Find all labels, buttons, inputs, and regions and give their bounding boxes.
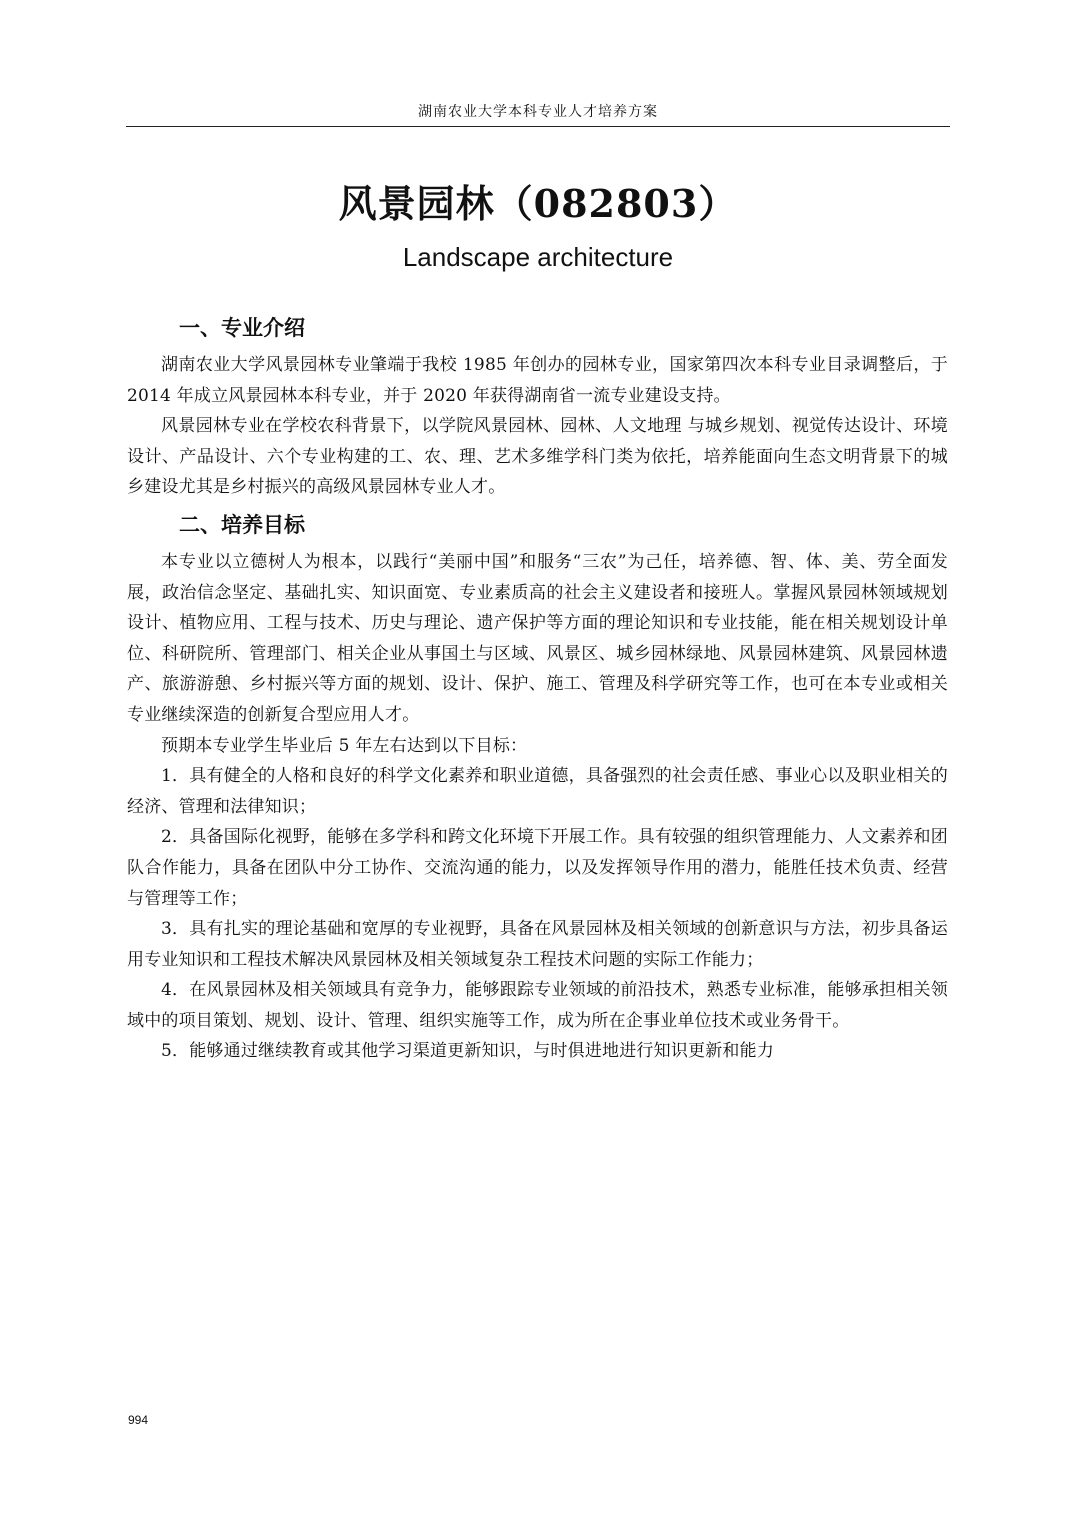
objective-item: 2．具备国际化视野，能够在多学科和跨文化环境下开展工作。具有较强的组织管理能力、人文素养和团队合作能力，具备在团队中分工协作、交流沟通的能力，以及发挥领导作用的潜力，能胜任技术负责、经营与管理等工作； (127, 827, 948, 909)
objective-item: 5．能够通过继续教育或其他学习渠道更新知识，与时俱进地进行知识更新和能力 (161, 1041, 775, 1062)
objective-item: 4．在风景园林及相关领域具有竞争力，能够跟踪专业领域的前沿技术，熟悉专业标准，能够承担相关领域中的项目策划、规划、设计、管理、组织实施等工作，成为所在企事业单位技术或业务骨干。 (127, 980, 948, 1031)
document-body (127, 306, 948, 1067)
section-heading-introduction: 一、专业介绍 (179, 316, 305, 340)
header-divider (126, 126, 950, 127)
objective-item: 3．具有扎实的理论基础和宽厚的专业视野，具备在风景园林及相关领域的创新意识与方法，初步具备运用专业知识和工程技术解决风景园林及相关领域复杂工程技术问题的实际工作能力； (127, 919, 948, 970)
objective-item: 1．具有健全的人格和良好的科学文化素养和职业道德，具备强烈的社会责任感、事业心以及职业相关的经济、管理和法律知识； (127, 766, 948, 817)
paragraph: 本专业以立德树人为根本，以践行“美丽中国”和服务“三农”为己任，培养德、智、体、美、劳全面发展，政治信念坚定、基础扎实、知识面宽、专业素质高的社会主义建设者和接班人。掌握风景园林领域规划设计、植物应用、工程与技术、历史与理论、遗产保护等方面的理论知识和专业技能，能在相关规划设计单位、科研院所、管理部门、相关企业从事国土与区域、风景区、城乡园林绿地、风景园林建筑、风景园林遗产、旅游游憩、乡村振兴等方面的规划、设计、保护、施工、管理及科学研究等工作，也可在本专业或相关专业继续深造的创新复合型应用人才。 (127, 551, 948, 725)
running-header: 湖南农业大学本科专业人才培养方案 (418, 104, 658, 120)
paragraph: 预期本专业学生毕业后 5 年左右达到以下目标： (161, 735, 528, 756)
section-heading-objectives: 二、培养目标 (179, 512, 305, 537)
page-number: 994 (128, 1413, 149, 1427)
paragraph: 湖南农业大学风景园林专业肇端于我校 1985 年创办的园林专业，国家第四次本科专业目录调整后，于 2014 年成立风景园林本科专业，并于 2020 年获得湖南省一流专业建设支持。 (127, 355, 948, 406)
paragraph: 风景园林专业在学校农科背景下，以学院风景园林、园林、人文地理 与城乡规划、视觉传达设计、环境设计、产品设计、六个专业构建的工、农、理、艺术多维学科门类为依托，培养能面向生态文明背景下的城乡建设尤其是乡村振兴的高级风景园林专业人才。 (127, 416, 948, 498)
page-subtitle: Landscape architecture (402, 242, 674, 272)
page-title: 风景园林（082803） (338, 181, 738, 226)
